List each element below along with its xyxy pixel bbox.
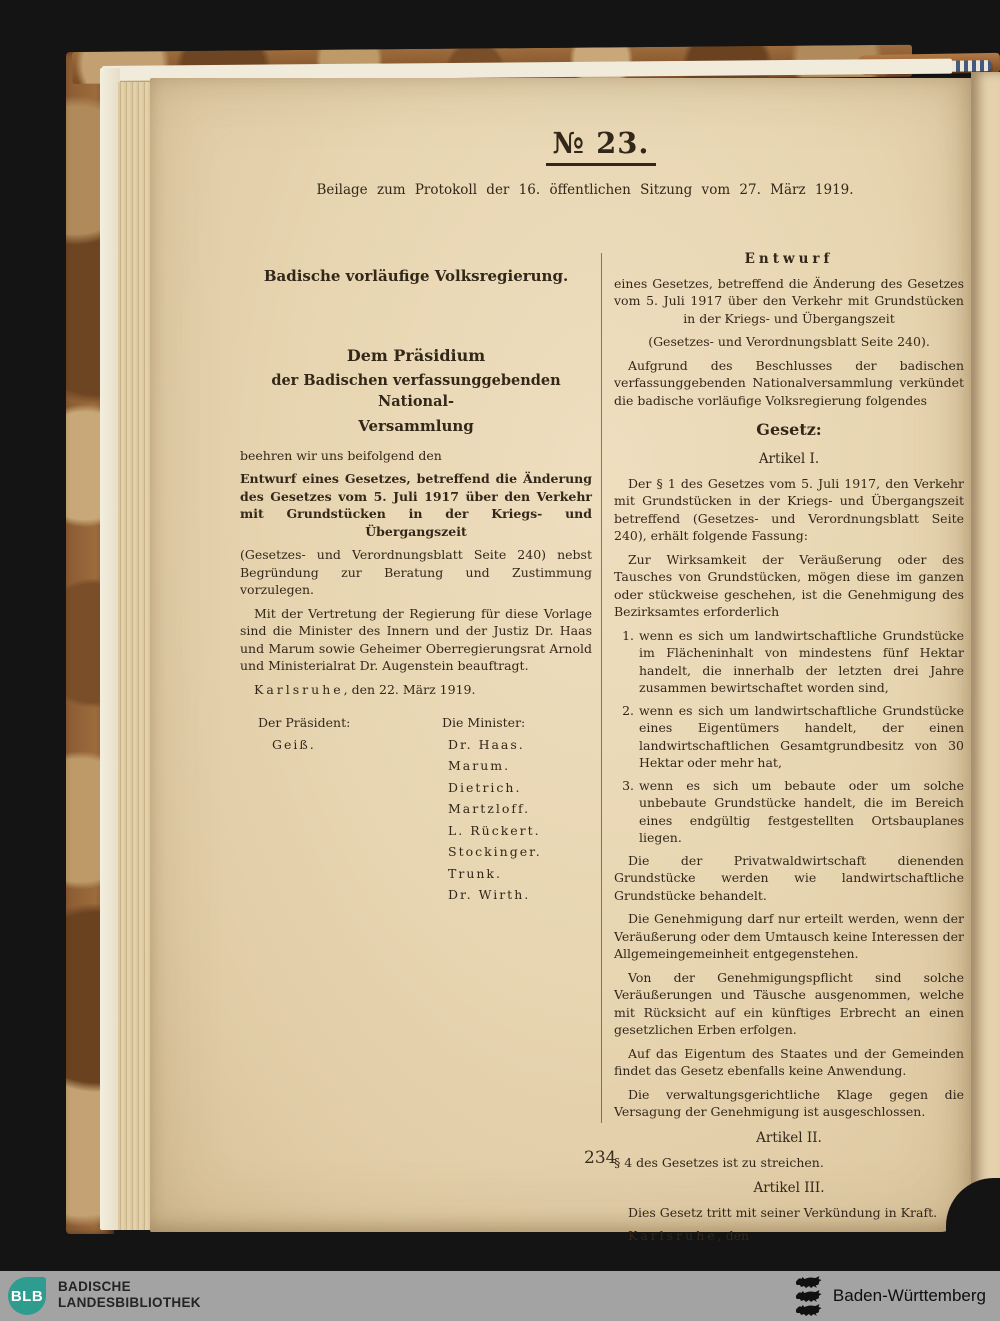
minister-name: L. Rückert.	[448, 822, 541, 838]
address-line: Dem Präsidium	[346, 346, 486, 365]
dateline	[240, 681, 592, 699]
condition-number: 1.	[622, 627, 634, 643]
president-label: Der Präsident:	[258, 715, 351, 731]
dateline-city: Karlsruhe	[254, 681, 344, 697]
minister-name: Stockinger.	[448, 844, 542, 860]
artikel3-heading: Artikel III.	[753, 1180, 825, 1197]
condition-number: 2.	[622, 702, 634, 718]
minister-name: Dr. Haas.	[448, 736, 525, 752]
ausnahme-paragraph: Von der Genehmigungspflicht sind solche Veräußerungen und Täusche ausgenommen, welche mit Rücksicht auf ein künftiges Erbrecht an einen gesetzlichen Erben erfolgen.	[614, 969, 964, 1038]
coat-of-arms-icon	[794, 1276, 824, 1316]
condition-item	[614, 702, 964, 772]
commission-paragraph: Mit der Vertretung der Regierung für diese Vorlage sind die Minister des Innern und der Justiz Dr. Haas und Marum sowie Geheimer Oberregierungsrat Arnold und Ministerialrat Dr. Augenstein beauftragt.	[240, 605, 592, 674]
minister-name: Martzloff.	[448, 801, 531, 817]
signature-block	[240, 714, 592, 904]
minister-name: Dr. Wirth.	[448, 887, 531, 903]
condition-text: wenn es sich um landwirtschaftliche Grundstücke eines Eigentümers handelt, der einen landwirtschaftlichen Gesamtgrundbesitz von 30 Hektar oder mehr hat,	[639, 702, 964, 771]
state-branding	[794, 1276, 986, 1316]
issuing-body-heading: Badische vorläufige Volksregierung.	[263, 267, 569, 285]
minister-name: Marum.	[448, 758, 511, 774]
condition-item	[614, 627, 964, 697]
right-column	[614, 250, 964, 1276]
entwurf-reference: (Gesetzes- und Verordnungsblatt Seite 240).	[648, 334, 930, 350]
condition-number: 3.	[622, 777, 634, 793]
klage-paragraph: Die verwaltungsgerichtliche Klage gegen die Versagung der Genehmigung ist ausgeschlossen.	[614, 1086, 964, 1120]
left-column	[240, 266, 592, 904]
dateline-rest: , den	[717, 1228, 750, 1244]
entwurf-heading: Entwurf	[744, 251, 834, 267]
artikel2-heading: Artikel II.	[756, 1129, 822, 1146]
artikel1-intro: Der § 1 des Gesetzes vom 5. Juli 1917, den Verkehr mit Grundstücken in der Kriegs- und Übergangszeit betreffend (Gesetzes- und Verordnungsblatt Seite 240), erhält folgende Fassung:	[614, 475, 964, 544]
viewer-footer-bar	[0, 1271, 1000, 1321]
minister-name: Dietrich.	[448, 779, 522, 795]
reference-paragraph: (Gesetzes- und Verordnungsblatt Seite 240) nebst Begründung zur Beratung und Zustimmung vorzulegen.	[240, 547, 592, 598]
fassung-intro: Zur Wirksamkeit der Veräußerung oder des Tausches von Grundstücken, mögen diese im ganzen oder stückweise geschehen, ist die Genehmigung des Bezirksamtes erforderlich	[614, 551, 964, 620]
condition-item	[614, 777, 964, 847]
artikel3-text: Dies Gesetz tritt mit seiner Verkündung in Kraft.	[628, 1204, 938, 1220]
dateline-rest: , den 22. März 1919.	[343, 681, 476, 697]
library-name-line1: BADISCHE	[58, 1279, 131, 1294]
address-line: der Badischen verfassunggebenden National-	[271, 372, 561, 410]
condition-text: wenn es sich um landwirtschaftliche Grundstücke im Flächeninhalt von mindestens fünf Hektar handelt, die innerhalb der letzten drei Jahre zusammen bewirtschaftet worden sind,	[639, 627, 964, 696]
artikel1-heading: Artikel I.	[758, 450, 820, 467]
library-name-line2: LANDESBIBLIOTHEK	[58, 1295, 201, 1311]
blb-logo: BLB	[8, 1277, 46, 1315]
genehmigung-paragraph: Die Genehmigung darf nur erteilt werden, wenn der Veräußerung oder dem Umtausch keine Interessen der Allgemeingemeinheit entgegenstehen.	[614, 911, 964, 962]
dateline-city: Karlsruhe	[628, 1228, 718, 1244]
entwurf-body: eines Gesetzes, betreffend die Änderung des Gesetzes vom 5. Juli 1917 über den Verkehr mit Grundstücken in der Kriegs- und Übergangszeit	[614, 275, 964, 326]
library-name	[58, 1279, 201, 1312]
ministers-label: Die Minister:	[442, 715, 526, 731]
conditions-list	[614, 627, 964, 847]
ministers-signatures	[442, 714, 592, 904]
column-divider-rule	[601, 253, 602, 1123]
minister-name: Trunk.	[448, 865, 502, 881]
document-subtitle: Beilage zum Protokoll der 16. öffentlichen Sitzung vom 27. März 1919.	[316, 182, 854, 198]
president-name: Geiß.	[272, 736, 316, 752]
masthead	[240, 126, 962, 160]
president-signature	[258, 714, 350, 904]
intro-paragraph: beehren wir uns beifolgend den	[240, 447, 442, 463]
gesetz-heading: Gesetz:	[756, 420, 822, 440]
privatwald-paragraph: Die der Privatwaldwirtschaft dienenden Grundstücke werden wie landwirtschaftliche Grundstücke behandelt.	[614, 852, 964, 903]
preamble-paragraph: Aufgrund des Beschlusses der badischen verfassunggebenden Nationalversammlung verkündet die badische vorläufige Volksregierung folgendes	[614, 357, 964, 408]
condition-text: wenn es sich um bebaute oder um solche unbebaute Grundstücke handelt, die im Bereich eines endgültig festgestellten Ortsbauplanes liegen.	[639, 777, 964, 846]
page-block-left-edge	[100, 68, 120, 1230]
ministers-list	[442, 736, 592, 904]
dateline	[614, 1227, 964, 1245]
document-number: № 23.	[546, 126, 655, 166]
next-page-edge	[971, 72, 1000, 1200]
state-name: Baden-Württemberg	[832, 1286, 986, 1305]
page-number: 234	[584, 1148, 617, 1168]
bill-title: Entwurf eines Gesetzes, betreffend die Änderung des Gesetzes vom 5. Juli 1917 über den Verkehr mit Grundstücken in der Kriegs- und Übergangszeit	[240, 471, 592, 539]
eigentum-paragraph: Auf das Eigentum des Staates und der Gemeinden findet das Gesetz ebenfalls keine Anwendung.	[614, 1045, 964, 1079]
artikel2-text: § 4 des Gesetzes ist zu streichen.	[614, 1154, 824, 1170]
address-line: Versammlung	[358, 416, 474, 435]
